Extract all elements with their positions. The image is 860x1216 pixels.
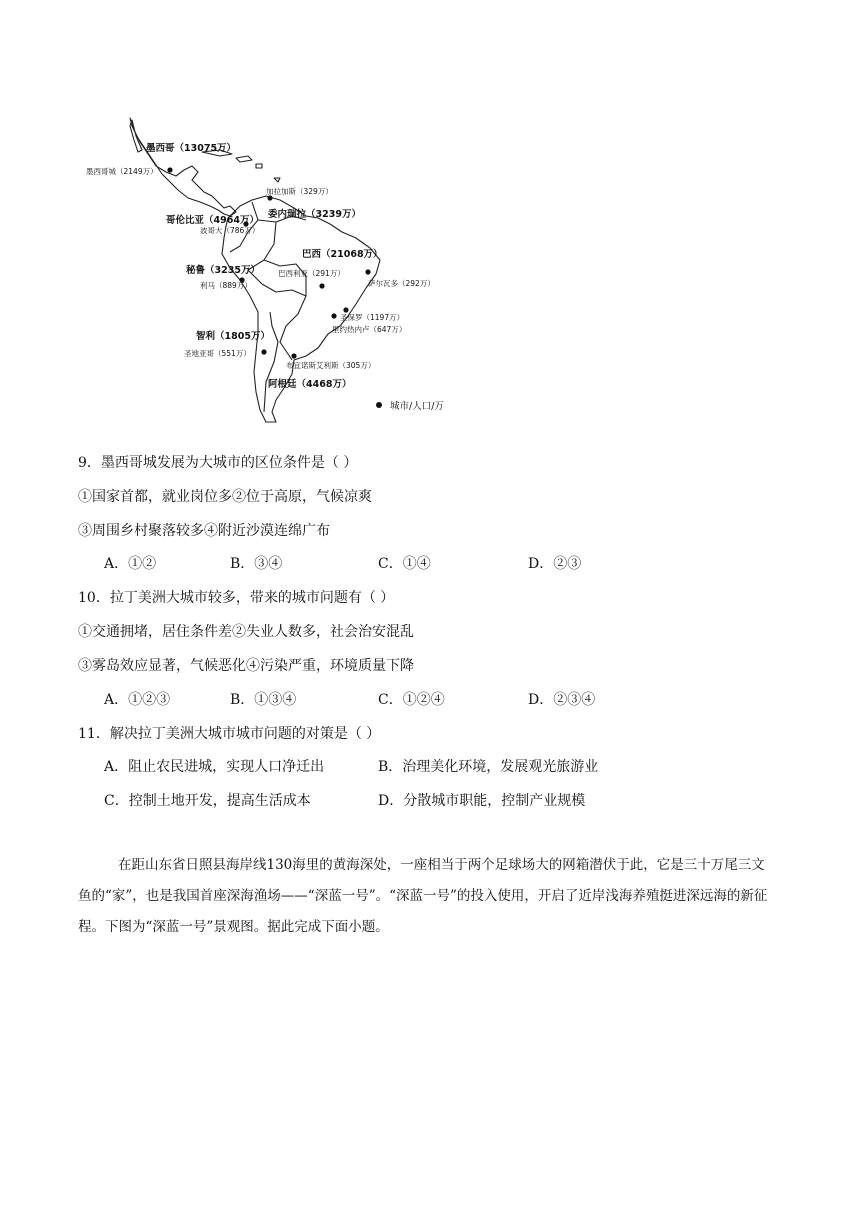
label-peru: 秘鲁（3235万） (186, 265, 260, 276)
label-colombia: 哥伦比亚（4964万） (166, 215, 259, 226)
brasilia-dot (319, 283, 324, 288)
label-santiago: 圣地亚哥（551万） (184, 349, 251, 358)
passage: 在距山东省日照县海岸线130海里的黄海深处，一座相当于两个足球场大的网箱潜伏于此，它是三十万尾三文鱼的“家”，也是我国首座深海渔场——“深蓝一号”。“深蓝一号”的投入使用，开启了近岸浅海养殖挺进深远海的新征程。下图为“深蓝一号”景观图。据此完成下面小题。 (78, 857, 768, 935)
q10-line1: ①交通拥堵，居住条件差②失业人数多，社会治安混乱 (78, 624, 414, 640)
salvador-dot (365, 269, 370, 274)
legend-dot-icon (376, 402, 382, 408)
q10-option-d[interactable]: D．②③④ (528, 692, 596, 708)
q11-option-a[interactable]: A．阻止农民进城，实现人口净迁出 (104, 759, 325, 775)
label-caracas: 加拉加斯（329万） (266, 187, 333, 196)
santiago-dot (261, 349, 266, 354)
q10-option-a[interactable]: A．①②③ (104, 692, 171, 708)
q10-option-c[interactable]: C．①②④ (378, 692, 445, 708)
map-legend (376, 398, 444, 412)
label-chile: 智利（1805万） (196, 331, 270, 342)
label-lima: 利马（889万） (200, 281, 252, 290)
caribbean-islands (202, 150, 280, 182)
label-mexico: 墨西哥（13075万） (146, 143, 237, 154)
latin-america-map (80, 112, 480, 432)
q9-option-c[interactable]: C．①④ (378, 556, 431, 572)
q11-stem: 11．解决拉丁美洲大城市城市问题的对策是（ ） (78, 726, 381, 742)
q10-stem: 10．拉丁美洲大城市较多，带来的城市问题有（ ） (78, 590, 395, 606)
q11-option-d[interactable]: D．分散城市职能，控制产业规模 (378, 793, 586, 809)
label-brazil: 巴西（21068万） (302, 249, 383, 260)
label-sao-paulo: 圣保罗（1197万） (340, 313, 405, 322)
legend-text: 城市/人口/万 (390, 401, 444, 412)
label-bogota: 波哥大（786万） (200, 226, 260, 235)
label-buenos-aires: 布宜诺斯艾利斯（305万） (286, 361, 376, 370)
label-mexico-city: 墨西哥城（2149万） (86, 167, 158, 176)
q11-option-b[interactable]: B．治理美化环境，发展观光旅游业 (378, 759, 599, 775)
q10-line2: ③雾岛效应显著，气候恶化④污染严重，环境质量下降 (78, 658, 414, 674)
mexico-city-dot (167, 167, 172, 172)
q9-option-d[interactable]: D．②③ (528, 556, 582, 572)
label-salvador: 萨尔瓦多（292万） (368, 279, 435, 288)
q9-option-a[interactable]: A．①② (104, 556, 157, 572)
label-argentina: 阿根廷（4468万） (268, 379, 352, 390)
q9-line1: ①国家首都，就业岗位多②位于高原，气候凉爽 (78, 489, 372, 505)
label-venezuela: 委内瑞拉（3239万） (268, 209, 361, 220)
q9-option-b[interactable]: B．③④ (230, 556, 283, 572)
q10-option-b[interactable]: B．①③④ (230, 692, 297, 708)
sao-paulo-dot (331, 313, 336, 318)
buenos-aires-dot (291, 353, 296, 358)
label-rio: 里约热内卢（647万） (332, 325, 407, 334)
q9-stem: 9．墨西哥城发展为大城市的区位条件是（ ） (78, 455, 358, 471)
q11-option-c[interactable]: C．控制土地开发，提高生活成本 (104, 793, 311, 809)
label-brasilia: 巴西利亚（291万） (278, 269, 345, 278)
q9-line2: ③周围乡村聚落较多④附近沙漠连绵广布 (78, 523, 330, 539)
